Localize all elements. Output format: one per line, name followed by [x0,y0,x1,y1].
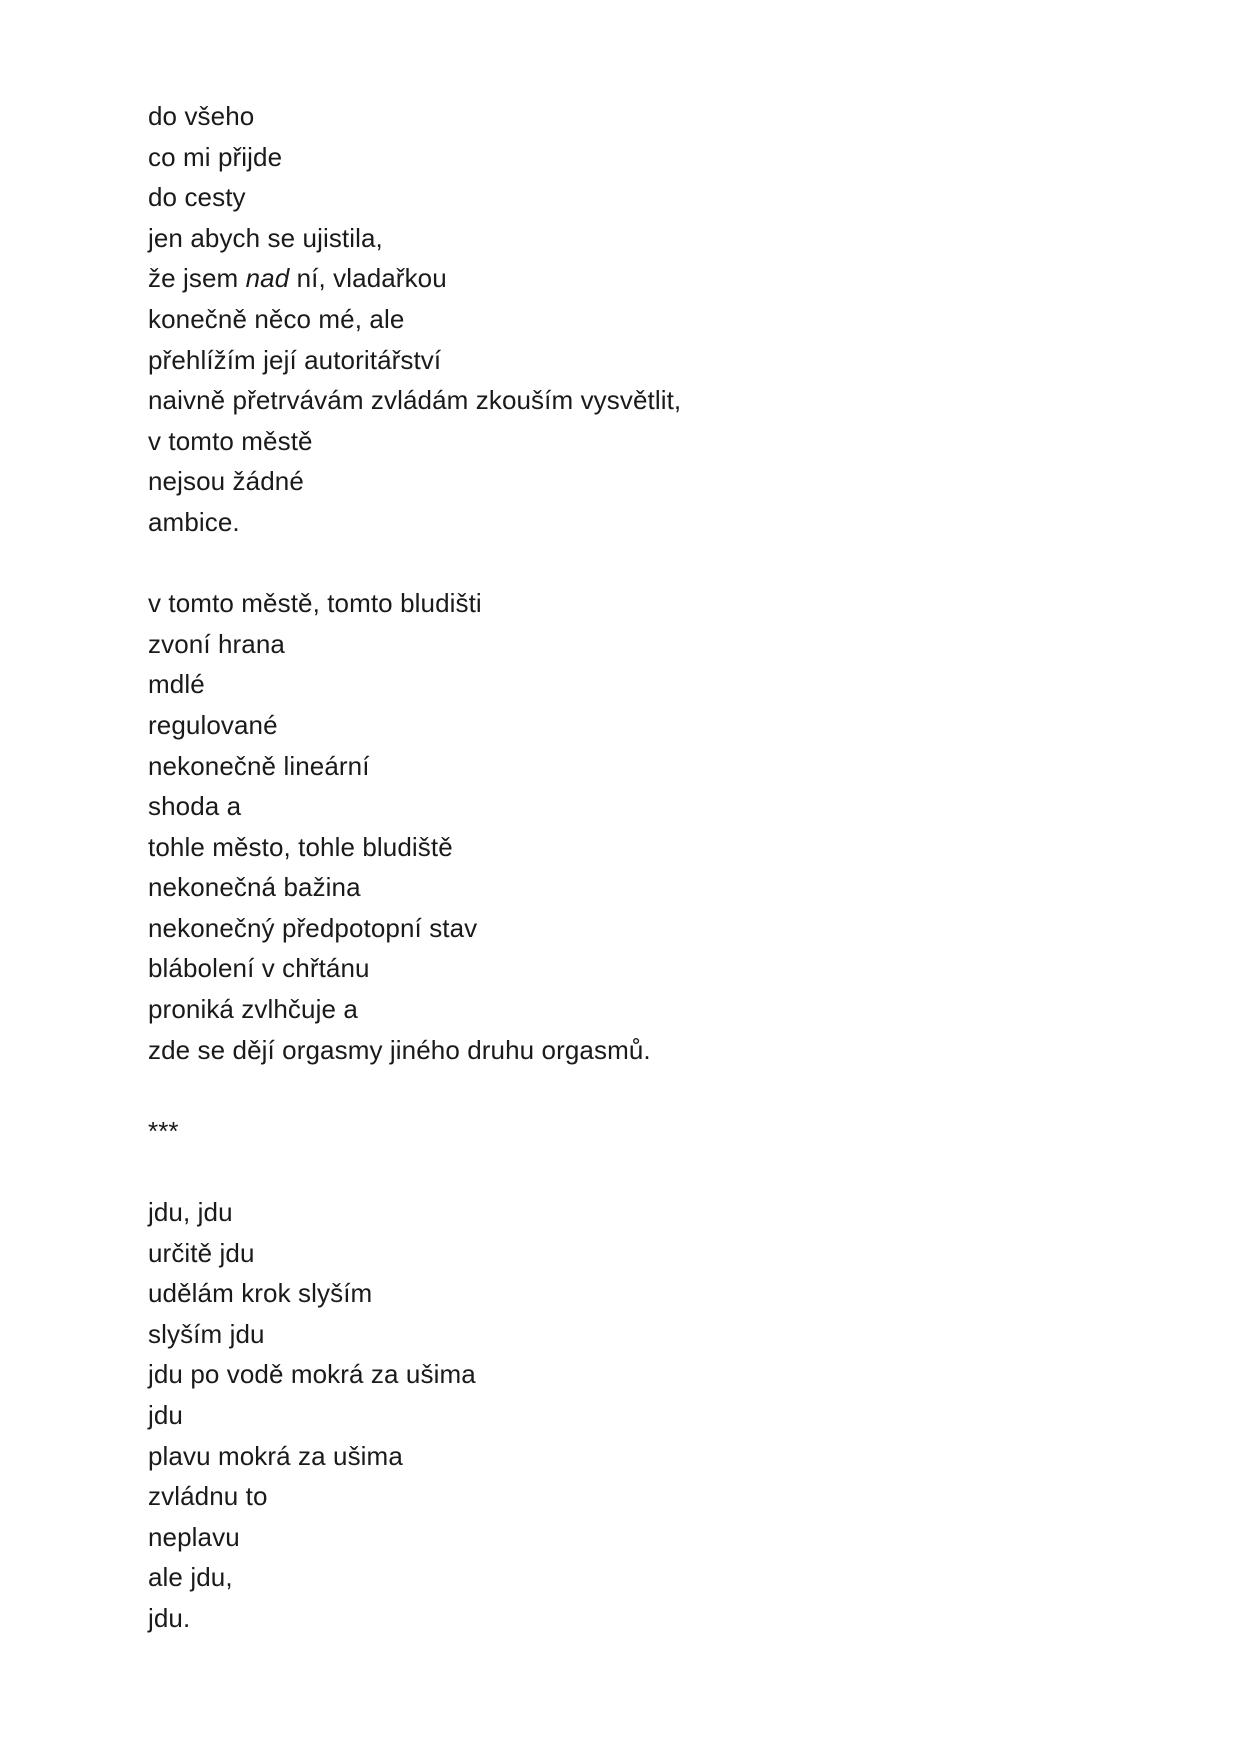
poem-line: slyším jdu [148,1318,265,1349]
emphasized-word: nad [245,263,290,294]
poem-line: naivně přetrvávám zvládám zkouším vysvětlit, [148,385,682,416]
stanza-1 [148,96,681,543]
poem-line: v tomto městě [148,425,313,456]
poem-line-part: že jsem [148,263,246,294]
poem-line: jdu po vodě mokrá za ušima [148,1359,476,1390]
poem-line: nejsou žádné [148,466,304,497]
poem-line [148,258,681,299]
poem-line: co mi přijde [148,141,283,172]
poem-line: neplavu [148,1521,240,1552]
poem-line: jen abych se ujistila, [148,222,383,253]
poem-line: nekonečně lineární [148,750,370,781]
poem-line: určitě jdu [148,1237,255,1268]
poem-line: blábolení v chřtánu [148,953,370,984]
poem-line: tohle město, tohle bludiště [148,831,453,862]
poem-line: jdu [148,1400,183,1430]
section-separator: *** [148,1115,179,1146]
stanza-3 [148,1192,681,1639]
poem-line: shoda a [148,791,242,822]
poem-line: nekonečný předpotopní stav [148,912,478,943]
poem-line: zde se dějí orgasmy jiného druhu orgasmů. [148,1034,651,1065]
poem-line: plavu mokrá za ušima [148,1440,403,1471]
poem-line: zvoní hrana [148,628,285,659]
poem-line-part: ní, vladařkou [289,263,447,294]
poem-line: jdu, jdu [148,1197,233,1228]
poem-line: udělám krok slyším [148,1278,373,1309]
poem-line: regulované [148,709,278,740]
poem-line: ale jdu, [148,1562,233,1593]
poem-line: jdu. [148,1602,191,1633]
poem-line: přehlížím její autoritářství [148,344,442,375]
poem-line: zvládnu to [148,1481,268,1512]
stanza-gap [148,1070,681,1111]
poem-line: do cesty [148,182,246,213]
poem-line: proniká zvlhčuje a [148,994,358,1025]
poem-line: nekonečná bažina [148,872,361,903]
poem-text [148,96,681,1639]
stanza-2 [148,583,681,1070]
poem-line: do všeho [148,101,255,131]
poem-line: mdlé [148,669,205,700]
stanza-gap [148,1151,681,1192]
poem-line: ambice. [148,506,240,537]
poem-line: v tomto městě, tomto bludišti [148,588,482,619]
stanza-gap [148,543,681,584]
poem-line: konečně něco mé, ale [148,303,405,334]
